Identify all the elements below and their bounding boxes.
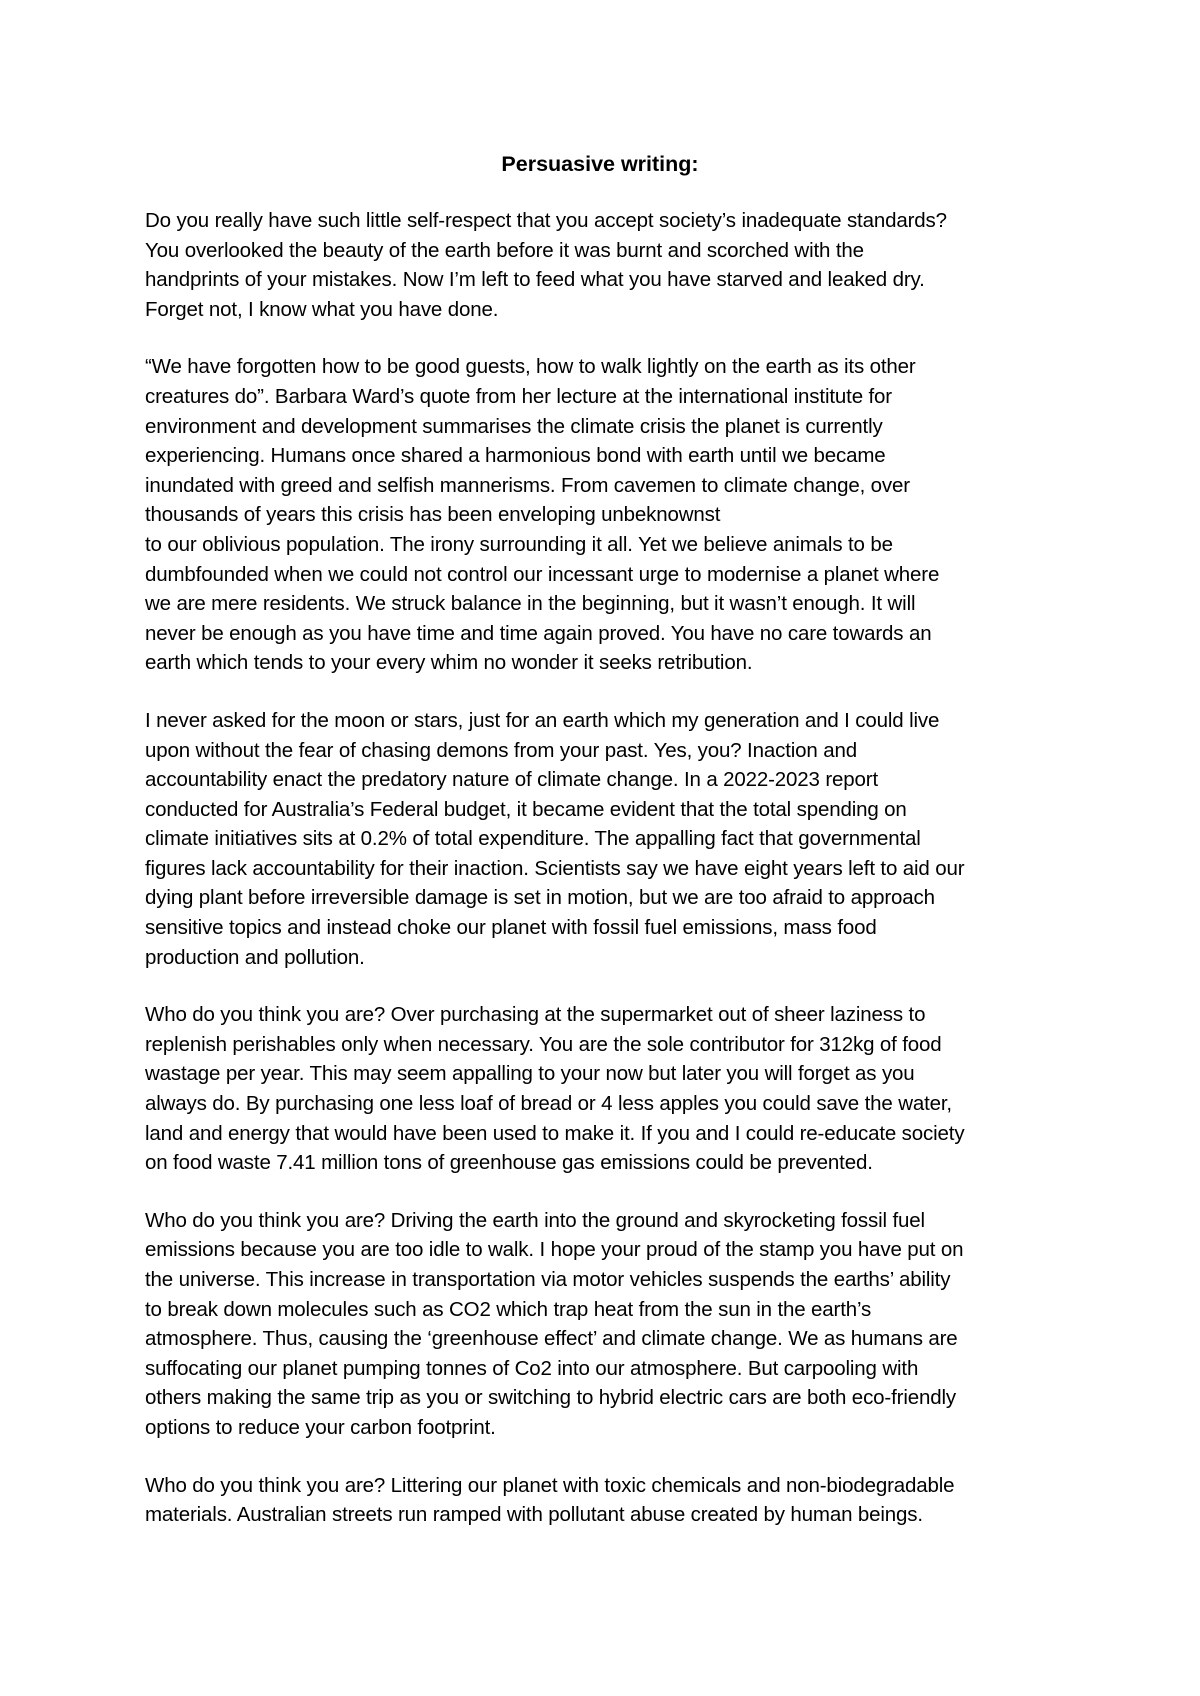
text-line: on food waste 7.41 million tons of greenhouse gas emissions could be prevented.: [145, 1151, 873, 1175]
text-line: accountability enact the predatory nature of climate change. In a 2022-2023 report: [145, 768, 879, 792]
text-line: You overlooked the beauty of the earth before it was burnt and scorched with the: [145, 238, 864, 262]
text-line: to break down molecules such as CO2 which trap heat from the sun in the earth’s: [145, 1297, 872, 1321]
text-line: Forget not, I know what you have done.: [145, 297, 499, 321]
text-line: handprints of your mistakes. Now I’m left to feed what you have starved and leaked dry.: [145, 268, 925, 292]
text-line: always do. By purchasing one less loaf of bread or 4 less apples you could save the water,: [145, 1092, 952, 1116]
text-line: Who do you think you are? Driving the earth into the ground and skyrocketing fossil fuel: [145, 1208, 925, 1232]
paragraph: [145, 706, 1075, 972]
text-line: figures lack accountability for their inaction. Scientists say we have eight years left to aid our: [145, 856, 965, 880]
paragraph: [145, 352, 1075, 678]
text-line: options to reduce your carbon footprint.: [145, 1415, 496, 1439]
text-line: atmosphere. Thus, causing the ‘greenhouse effect’ and climate change. We as humans are: [145, 1327, 958, 1351]
text-line: to our oblivious population. The irony surrounding it all. Yet we believe animals to be: [145, 532, 893, 556]
text-line: sensitive topics and instead choke our planet with fossil fuel emissions, mass food: [145, 916, 877, 940]
text-line: never be enough as you have time and time again proved. You have no care towards an: [145, 621, 932, 645]
text-line: dumbfounded when we could not control our incessant urge to modernise a planet where: [145, 562, 940, 586]
text-line: Do you really have such little self-respect that you accept society’s inadequate standards?: [145, 209, 947, 232]
text-line: Who do you think you are? Over purchasing at the supermarket out of sheer laziness to: [145, 1003, 926, 1027]
paragraph: [145, 206, 1075, 324]
document-body: [145, 206, 1075, 1558]
text-line: earth which tends to your every whim no wonder it seeks retribution.: [145, 651, 753, 675]
document-title: Persuasive writing:: [501, 152, 699, 176]
paragraph: [145, 1206, 1075, 1443]
text-line: upon without the fear of chasing demons from your past. Yes, you? Inaction and: [145, 738, 857, 762]
text-line: others making the same trip as you or switching to hybrid electric cars are both eco-friendly: [145, 1386, 956, 1410]
text-line: materials. Australian streets run ramped with pollutant abuse created by human beings.: [145, 1503, 923, 1527]
text-line: inundated with greed and selfish mannerisms. From cavemen to climate change, over: [145, 473, 910, 497]
text-line: environment and development summarises the climate crisis the planet is currently: [145, 414, 883, 438]
text-line: “We have forgotten how to be good guests, how to walk lightly on the earth as its other: [145, 355, 916, 379]
text-line: production and pollution.: [145, 945, 365, 969]
text-line: land and energy that would have been used to make it. If you and I could re-educate society: [145, 1121, 965, 1145]
text-line: conducted for Australia’s Federal budget, it became evident that the total spending on: [145, 797, 907, 821]
text-line: replenish perishables only when necessary. You are the sole contributor for 312kg of food: [145, 1032, 942, 1056]
text-line: experiencing. Humans once shared a harmonious bond with earth until we became: [145, 444, 886, 468]
paragraph: [145, 1000, 1075, 1178]
text-line: wastage per year. This may seem appalling to your now but later you will forget as you: [145, 1062, 915, 1086]
text-line: dying plant before irreversible damage is set in motion, but we are too afraid to approach: [145, 886, 935, 910]
text-line: we are mere residents. We struck balance in the beginning, but it wasn’t enough. It will: [145, 592, 916, 616]
text-line: emissions because you are too idle to walk. I hope your proud of the stamp you have put on: [145, 1238, 964, 1262]
text-line: suffocating our planet pumping tonnes of Co2 into our atmosphere. But carpooling with: [145, 1356, 919, 1380]
text-line: thousands of years this crisis has been enveloping unbeknownst: [145, 503, 721, 527]
text-line: creatures do”. Barbara Ward’s quote from her lecture at the international institute for: [145, 384, 892, 408]
text-line: I never asked for the moon or stars, just for an earth which my generation and I could live: [145, 708, 940, 732]
text-line: climate initiatives sits at 0.2% of total expenditure. The appalling fact that governmental: [145, 827, 921, 851]
text-line: the universe. This increase in transportation via motor vehicles suspends the earths’ ability: [145, 1268, 951, 1291]
text-line: Who do you think you are? Littering our planet with toxic chemicals and non-biodegradable: [145, 1473, 955, 1497]
paragraph: [145, 1471, 1075, 1530]
